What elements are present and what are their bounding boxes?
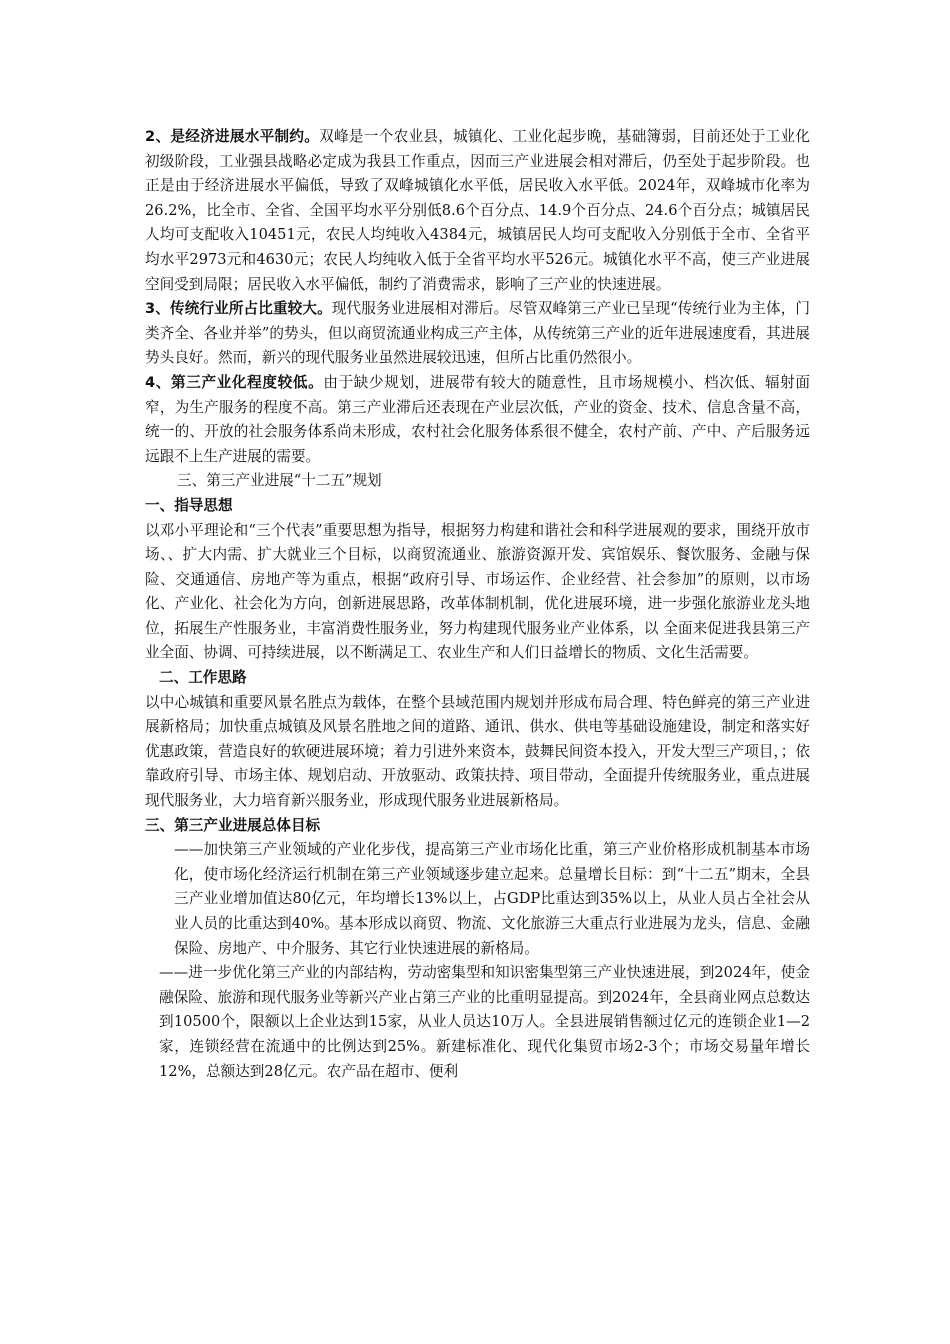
paragraph-goal-structure: ——进一步优化第三产业的内部结构，劳动密集型和知识密集型第三产业快速进展，到2024年，使金融保险、旅游和现代服务业等新兴产业占第三产业的比重明显提高。到2024年，全县商业网点总数达到10500个，限额以上企业达到15家，从业人员达10万人。全县进展销售额过亿元的连锁企业1—2家，连锁经营在流通中的比例达到25%。新建标准化、现代化集贸市场2-3个；市场交易量年增长12%，总额达到28亿元。农产品在超市、便利: [159, 964, 810, 1080]
paragraph-lead: 4、第三产业化程度较低。: [145, 373, 324, 391]
paragraph-text: 双峰是一个农业县，城镇化、工业化起步晚，基础簿弱，目前还处于工业化初级阶段，工业强县战略必定成为我县工作重点，因而三产业进展会相对滞后，仍至处于起步阶段。也正是由于经济进展水平偏低，导致了双峰城镇化水平低，居民收入水平低。2024年，双峰城市化率为26.2%，比全市、全省、全国平均水平分别低8.6个百分点、14.9个百分点、24.6个百分点；城镇居民人均可支配收入10451元，农民人均纯收入4384元，城镇居民人均可支配收入分别低于全市、全省平均水平2973元和4630元；农民人均纯收入低于全省平均水平526元。城镇化水平不高，使三产业进展空间受到局限；居民收入水平偏低，制约了消费需求，影响了三产业的快速进展。: [145, 128, 810, 293]
paragraph-work-approach: 以中心城镇和重要风景名胜点为载体，在整个县域范围内规划并形成布局合理、特色鲜亮的第三产业进展新格局；加快重点城镇及风景名胜地之间的道路、通讯、供水、供电等基础设施建设，制定和落实好优惠政策，营造良好的软硬进展环境；着力引进外来资本，鼓舞民间资本投入，开发大型三产项目，；依靠政府引导、市场主体、规划启动、开放驱动、政策扶持、项目带动，全面提升传统服务业，重点进展现代服务业，大力培育新兴服务业，形成现代服务业进展新格局。: [145, 693, 810, 810]
paragraph-text: 现代服务业进展相对滞后。尽管双峰第三产业已呈现“传统行业为主体，门类齐全、各业并举”的势头，但以商贸流通业构成三产主体，从传统第三产业的近年进展速度看，其进展势头良好。然而，新兴的现代服务业虽然进展较迅速，但所占比重仍然很小。: [145, 300, 811, 367]
paragraph-lead: 3、传统行业所占比重较大。: [145, 300, 332, 318]
paragraph-guiding-ideology: 以邓小平理论和“三个代表”重要思想为指导，根据努力构建和谐社会和科学进展观的要求，围绕开放市场、、扩大内需、扩大就业三个目标，以商贸流通业、旅游资源开发、宾馆娱乐、餐饮服务、金融与保险、交通通信、房地产等为重点，根据“政府引导、市场运作、企业经营、社会参加”的原则，以市场化、产业化、社会化为方向，创新进展思路，改革体制机制，优化进展环境，进一步强化旅游业龙头地位，拓展生产性服务业，丰富消费性服务业，努力构建现代服务业产业体系，以 全面来促进我县第三产业全面、协调、可持续进展，以不断满足工、农业生产和人们日益增长的物质、文化生活需要。: [145, 521, 810, 662]
paragraph-text: 由于缺少规划，进展带有较大的随意性，且市场规模小、档次低、辐射面窄，为生产服务的程度不高。第三产业滞后还表现在产业层次低，产业的资金、技术、信息含量不高，统一的、开放的社会服务体系尚未形成，农村社会化服务体系很不健全，农村产前、产中、产后服务远远跟不上生产进展的需要。: [145, 373, 810, 465]
heading-overall-goals: 三、第三产业进展总体目标: [145, 816, 321, 834]
paragraph-goal-marketization: ——加快第三产业领域的产业化步伐，提高第三产业市场化比重，第三产业价格形成机制基本市场化，使市场化经济运行机制在第三产业领域逐步建立起来。总量增长目标：到“十二五”期末，全县三产业业增加值达80亿元，年均增长13%以上，占GDP比重达到35%以上，从业人员占全社会从业人员的比重达到40%。基本形成以商贸、物流、文化旅游三大重点行业进展为龙头，信息、金融保险、房地产、中介服务、其它行业快速进展的新格局。: [174, 841, 810, 957]
heading-work-approach: 二、工作思路: [159, 669, 247, 687]
section-title: 三、第三产业进展“十二五”规划: [177, 472, 382, 490]
document-body: [145, 125, 810, 1084]
paragraph-lead: 2、是经济进展水平制约。: [145, 128, 320, 145]
paragraph-economic-constraint: [145, 125, 810, 297]
paragraph-industrialization-level: [145, 371, 810, 469]
paragraph-traditional-industry: [145, 297, 810, 371]
heading-guiding-ideology: 一、指导思想: [145, 496, 233, 514]
